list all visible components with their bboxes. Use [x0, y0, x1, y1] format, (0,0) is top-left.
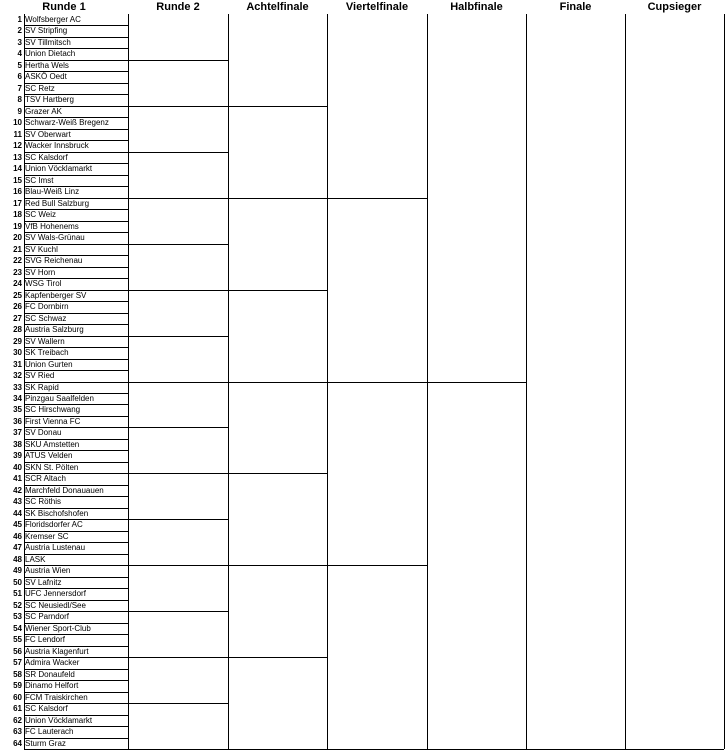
team-divider — [24, 554, 128, 555]
group-divider — [24, 611, 129, 612]
seed-number: 16 — [13, 187, 22, 197]
team-slot — [0, 71, 128, 83]
seed-number: 6 — [17, 72, 22, 82]
team-slot — [0, 117, 128, 129]
match-divider — [128, 611, 229, 612]
group-divider — [24, 106, 129, 107]
team-name: SC Röthis — [25, 497, 62, 507]
group-divider — [24, 244, 129, 245]
team-slot — [0, 324, 128, 336]
group-divider — [24, 473, 129, 474]
team-slot — [0, 439, 128, 451]
pair-divider — [24, 267, 128, 268]
pair-divider — [24, 542, 128, 543]
pair-divider — [24, 726, 128, 727]
team-divider — [24, 48, 128, 49]
team-divider — [24, 370, 128, 371]
team-name: SV Lafnitz — [25, 577, 62, 587]
round-header: Runde 2 — [156, 1, 200, 13]
team-slot — [0, 462, 128, 474]
group-divider — [24, 290, 129, 291]
pair-divider — [24, 129, 128, 130]
seed-number: 28 — [13, 325, 22, 335]
team-slot — [0, 209, 128, 221]
group-divider — [24, 519, 129, 520]
team-slot — [0, 198, 128, 210]
seed-number: 9 — [17, 106, 22, 116]
team-name: Wiener Sport-Club — [25, 623, 91, 633]
team-slot — [0, 255, 128, 267]
seed-number: 38 — [13, 439, 22, 449]
round-header: Achtelfinale — [246, 1, 309, 13]
team-name: Marchfeld Donauauen — [25, 485, 104, 495]
team-name: WSG Tirol — [25, 279, 62, 289]
seed-number: 23 — [13, 267, 22, 277]
team-divider — [24, 508, 128, 509]
seed-number: 46 — [13, 531, 22, 541]
team-slot — [0, 611, 128, 623]
team-name: SKN St. Pölten — [25, 462, 79, 472]
seed-number: 58 — [13, 669, 22, 679]
team-divider — [24, 255, 128, 256]
group-divider — [24, 427, 129, 428]
match-divider — [327, 198, 428, 199]
match-divider — [128, 703, 229, 704]
team-divider — [24, 232, 128, 233]
team-slot — [0, 221, 128, 233]
pair-divider — [24, 359, 128, 360]
team-name: LASK — [25, 554, 46, 564]
pair-divider — [24, 588, 128, 589]
team-name: SC Kalsdorf — [25, 152, 68, 162]
pair-divider — [24, 496, 128, 497]
team-name: Schwarz-Weiß Bregenz — [25, 118, 109, 128]
seed-number: 42 — [13, 485, 22, 495]
group-divider — [24, 565, 129, 566]
team-name: Blau-Weiß Linz — [25, 187, 80, 197]
team-name: SK Treibach — [25, 348, 69, 358]
match-divider — [128, 473, 229, 474]
seed-number: 39 — [13, 451, 22, 461]
team-divider — [24, 186, 128, 187]
pair-divider — [24, 37, 128, 38]
group-divider — [24, 152, 129, 153]
seed-number: 57 — [13, 658, 22, 668]
team-slot — [0, 496, 128, 508]
team-name: SC Weiz — [25, 210, 56, 220]
seed-number: 51 — [13, 589, 22, 599]
team-divider — [24, 393, 128, 394]
team-slot — [0, 25, 128, 37]
team-name: FC Lendorf — [25, 635, 66, 645]
team-name: SV Ried — [25, 371, 55, 381]
team-slot — [0, 450, 128, 462]
team-name: SV Tillmitsch — [25, 37, 71, 47]
team-slot — [0, 278, 128, 290]
team-divider — [24, 117, 128, 118]
team-slot — [0, 290, 128, 302]
team-divider — [24, 416, 128, 417]
team-divider — [24, 278, 128, 279]
team-slot — [0, 680, 128, 692]
team-name: ASKÖ Oedt — [25, 72, 67, 82]
team-name: SC Neusiedl/See — [25, 600, 86, 610]
team-name: SC Hirschwang — [25, 405, 81, 415]
team-slot — [0, 657, 128, 669]
match-divider — [128, 152, 229, 153]
group-divider — [24, 60, 129, 61]
seed-number: 50 — [13, 577, 22, 587]
match-divider — [228, 106, 328, 107]
match-divider — [427, 382, 527, 383]
team-name: SKU Amstetten — [25, 439, 80, 449]
team-slot — [0, 140, 128, 152]
team-name: SCR Altach — [25, 474, 66, 484]
team-divider — [24, 600, 128, 601]
team-divider — [24, 439, 128, 440]
seed-number: 64 — [13, 738, 22, 748]
team-slot — [0, 244, 128, 256]
team-slot — [0, 565, 128, 577]
seed-number: 24 — [13, 279, 22, 289]
seed-number: 41 — [13, 474, 22, 484]
team-name: SV Stripfing — [25, 26, 68, 36]
seed-number: 14 — [13, 164, 22, 174]
team-slot — [0, 163, 128, 175]
team-slot — [0, 313, 128, 325]
team-divider — [24, 669, 128, 670]
match-divider — [327, 565, 428, 566]
team-slot — [0, 404, 128, 416]
seed-number: 62 — [13, 715, 22, 725]
team-divider — [24, 577, 128, 578]
team-name: VfB Hohenems — [25, 221, 79, 231]
seed-number: 35 — [13, 405, 22, 415]
seed-number: 7 — [17, 83, 22, 93]
seed-number: 47 — [13, 543, 22, 553]
round-header: Finale — [559, 1, 592, 13]
team-slot — [0, 175, 128, 187]
team-slot — [0, 94, 128, 106]
team-slot — [0, 542, 128, 554]
team-slot — [0, 267, 128, 279]
group-divider — [24, 703, 129, 704]
seed-number: 63 — [13, 727, 22, 737]
seed-number: 34 — [13, 393, 22, 403]
team-name: Austria Lustenau — [25, 543, 86, 553]
team-name: SV Donau — [25, 428, 62, 438]
team-slot — [0, 588, 128, 600]
team-slot — [0, 106, 128, 118]
seed-number: 31 — [13, 359, 22, 369]
team-slot — [0, 715, 128, 727]
team-slot — [0, 129, 128, 141]
seed-number: 25 — [13, 290, 22, 300]
seed-number: 15 — [13, 175, 22, 185]
seed-number: 45 — [13, 520, 22, 530]
team-name: TSV Hartberg — [25, 95, 74, 105]
seed-number: 29 — [13, 336, 22, 346]
seed-number: 30 — [13, 348, 22, 358]
seed-number: 53 — [13, 612, 22, 622]
pair-divider — [24, 634, 128, 635]
team-slot — [0, 623, 128, 635]
team-name: Pinzgau Saalfelden — [25, 393, 94, 403]
team-name: Union Vöcklamarkt — [25, 164, 93, 174]
column-border — [625, 14, 626, 749]
match-divider — [228, 382, 328, 383]
team-slot — [0, 669, 128, 681]
group-divider — [24, 198, 129, 199]
team-slot — [0, 473, 128, 485]
seed-number: 3 — [17, 37, 22, 47]
seed-number: 19 — [13, 221, 22, 231]
team-slot — [0, 232, 128, 244]
match-divider — [128, 519, 229, 520]
seed-number: 33 — [13, 382, 22, 392]
match-divider — [128, 290, 229, 291]
team-divider — [24, 531, 128, 532]
seed-number: 59 — [13, 681, 22, 691]
group-divider — [24, 382, 129, 383]
team-name: SC Kalsdorf — [25, 704, 68, 714]
team-name: SV Kuchl — [25, 244, 58, 254]
pair-divider — [24, 83, 128, 84]
team-name: SC Parndorf — [25, 612, 70, 622]
seed-number: 37 — [13, 428, 22, 438]
team-name: UFC Jennersdorf — [25, 589, 86, 599]
match-divider — [327, 382, 428, 383]
seed-number: 44 — [13, 508, 22, 518]
round-header: Halbfinale — [450, 1, 503, 13]
pair-divider — [24, 313, 128, 314]
seed-number: 56 — [13, 646, 22, 656]
seed-number: 48 — [13, 554, 22, 564]
team-name: FC Dornbirn — [25, 302, 69, 312]
seed-number: 27 — [13, 313, 22, 323]
seed-number: 60 — [13, 692, 22, 702]
team-name: First Vienna FC — [25, 416, 81, 426]
team-slot — [0, 692, 128, 704]
team-slot — [0, 508, 128, 520]
team-name: Wacker Innsbruck — [25, 141, 89, 151]
team-divider — [24, 209, 128, 210]
round-header: Cupsieger — [647, 1, 702, 13]
team-slot — [0, 646, 128, 658]
team-divider — [24, 140, 128, 141]
team-name: SV Wals-Grünau — [25, 233, 85, 243]
team-name: Hertha Wels — [25, 60, 69, 70]
team-name: SVG Reichenau — [25, 256, 83, 266]
team-name: Union Dietach — [25, 49, 76, 59]
team-divider — [24, 301, 128, 302]
pair-divider — [24, 450, 128, 451]
team-divider — [24, 692, 128, 693]
team-slot — [0, 554, 128, 566]
team-divider — [24, 71, 128, 72]
seed-number: 1 — [17, 15, 22, 24]
round-header: Runde 1 — [42, 1, 86, 13]
team-divider — [24, 646, 128, 647]
team-name: Union Vöcklamarkt — [25, 715, 93, 725]
seed-number: 18 — [13, 210, 22, 220]
round-header: Viertelfinale — [345, 1, 409, 13]
team-name: Austria Wien — [25, 566, 71, 576]
seed-number: 54 — [13, 623, 22, 633]
team-name: SV Oberwart — [25, 129, 71, 139]
seed-number: 26 — [13, 302, 22, 312]
team-slot — [0, 301, 128, 313]
team-name: Admira Wacker — [25, 658, 80, 668]
team-slot — [0, 485, 128, 497]
match-divider — [128, 244, 229, 245]
team-slot — [0, 600, 128, 612]
seed-number: 61 — [13, 704, 22, 714]
team-slot — [0, 37, 128, 49]
pair-divider — [24, 221, 128, 222]
seed-number: 36 — [13, 416, 22, 426]
seed-number: 8 — [17, 95, 22, 105]
team-slot — [0, 359, 128, 371]
seed-number: 4 — [17, 49, 22, 59]
team-slot — [0, 726, 128, 738]
seed-number: 17 — [13, 198, 22, 208]
team-divider — [24, 324, 128, 325]
team-name: SR Donaufeld — [25, 669, 75, 679]
team-name: SC Schwaz — [25, 313, 67, 323]
team-slot — [0, 703, 128, 715]
team-divider — [24, 738, 128, 739]
team-name: SV Horn — [25, 267, 56, 277]
team-name: Austria Salzburg — [25, 325, 84, 335]
match-divider — [228, 290, 328, 291]
team-name: SV Wallern — [25, 336, 65, 346]
match-divider — [128, 427, 229, 428]
match-divider — [128, 198, 229, 199]
team-slot — [0, 370, 128, 382]
pair-divider — [24, 680, 128, 681]
match-divider — [128, 106, 229, 107]
team-slot — [0, 60, 128, 72]
team-slot — [0, 634, 128, 646]
team-name: Kremser SC — [25, 531, 69, 541]
team-name: Austria Klagenfurt — [25, 646, 89, 656]
seed-number: 2 — [17, 26, 22, 36]
seed-number: 52 — [13, 600, 22, 610]
team-name: Kapfenberger SV — [25, 290, 87, 300]
team-name: Dinamo Helfort — [25, 681, 79, 691]
team-slot — [0, 577, 128, 589]
team-divider — [24, 485, 128, 486]
team-divider — [24, 623, 128, 624]
seed-number: 12 — [13, 141, 22, 151]
team-name: FC Lauterach — [25, 727, 74, 737]
team-divider — [24, 94, 128, 95]
team-name: FCM Traiskirchen — [25, 692, 88, 702]
team-slot — [0, 738, 128, 750]
seed-number: 55 — [13, 635, 22, 645]
match-divider — [128, 60, 229, 61]
team-name: Floridsdorfer AC — [25, 520, 83, 530]
group-divider — [24, 336, 129, 337]
match-divider — [128, 657, 229, 658]
seed-number: 43 — [13, 497, 22, 507]
match-divider — [128, 336, 229, 337]
match-divider — [228, 565, 328, 566]
seed-number: 21 — [13, 244, 22, 254]
pair-divider — [24, 404, 128, 405]
team-name: SK Rapid — [25, 382, 59, 392]
team-name: Red Bull Salzburg — [25, 198, 90, 208]
match-divider — [228, 198, 328, 199]
seed-number: 20 — [13, 233, 22, 243]
team-name: ATUS Velden — [25, 451, 73, 461]
team-name: SC Retz — [25, 83, 55, 93]
team-name: Grazer AK — [25, 106, 62, 116]
team-slot — [0, 531, 128, 543]
team-slot — [0, 186, 128, 198]
team-slot — [0, 416, 128, 428]
seed-number: 5 — [17, 60, 22, 70]
team-name: SC Imst — [25, 175, 54, 185]
team-slot — [0, 382, 128, 394]
seed-number: 10 — [13, 118, 22, 128]
team-divider — [24, 25, 128, 26]
team-slot — [0, 14, 128, 26]
seed-number: 32 — [13, 371, 22, 381]
team-slot — [0, 336, 128, 348]
seed-number: 22 — [13, 256, 22, 266]
team-name: Union Gurten — [25, 359, 73, 369]
team-divider — [24, 163, 128, 164]
team-slot — [0, 393, 128, 405]
team-slot — [0, 347, 128, 359]
team-name: Wolfsberger AC — [25, 15, 81, 24]
match-divider — [228, 657, 328, 658]
group-divider — [24, 657, 129, 658]
seed-number: 11 — [13, 129, 22, 139]
team-divider — [24, 347, 128, 348]
match-divider — [128, 382, 229, 383]
team-slot — [0, 427, 128, 439]
team-name: SK Bischofshofen — [25, 508, 89, 518]
team-slot — [0, 152, 128, 164]
seed-number: 49 — [13, 566, 22, 576]
match-divider — [128, 565, 229, 566]
match-divider — [228, 473, 328, 474]
team-divider — [24, 715, 128, 716]
team-divider — [24, 462, 128, 463]
team-slot — [0, 83, 128, 95]
team-slot — [0, 519, 128, 531]
pair-divider — [24, 175, 128, 176]
team-slot — [0, 48, 128, 60]
seed-number: 13 — [13, 152, 22, 162]
seed-number: 40 — [13, 462, 22, 472]
team-name: Sturm Graz — [25, 738, 66, 748]
